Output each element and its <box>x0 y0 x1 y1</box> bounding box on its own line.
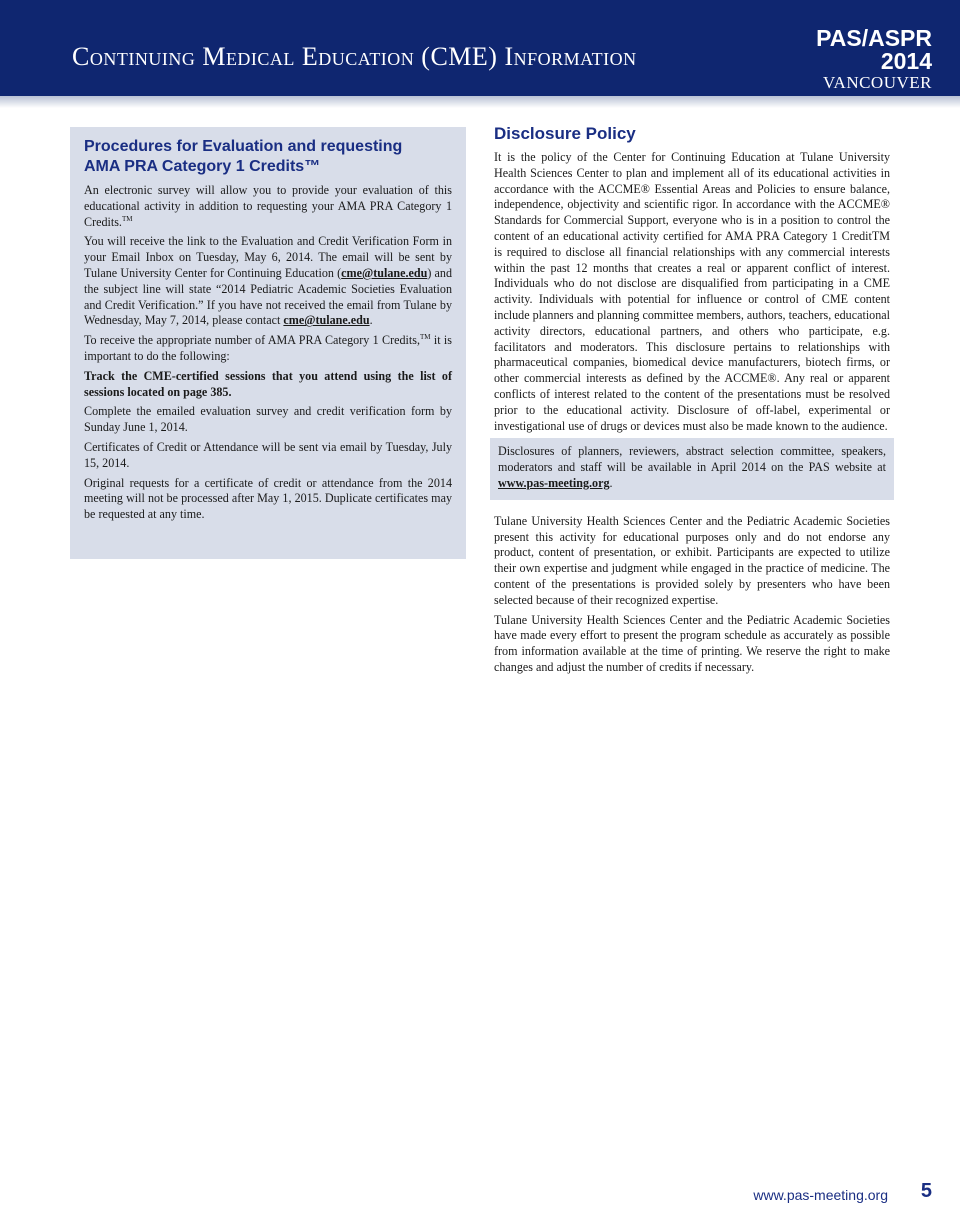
procedures-heading-line1: Procedures for Evaluation and requesting <box>84 138 403 155</box>
disclosure-paragraph-2: Tulane University Health Sciences Center and the Pediatric Academic Societies present this activity for educational purposes only and do not endorse any product, content of presentation, or exhibit. Participants are expected to utilize their own expertise and judgment while engaged in the practice of medicine. The content of the presentations is provided solely by presenters who have been selected because of their recognized expertise. <box>494 513 890 607</box>
procedures-paragraph-6: Certificates of Credit or Attendance will be sent via email by Tuesday, July 15, 2014. <box>84 439 452 470</box>
disclosure-note-end: . <box>609 475 613 490</box>
procedures-heading <box>84 137 452 177</box>
cme-email-contact-link[interactable]: cme@tulane.edu <box>283 313 370 328</box>
procedures-p1-text: An electronic survey will allow you to provide your evaluation of this educational activity in addition to requesting your AMA PRA Category 1 Credits. <box>84 183 452 229</box>
page-header <box>0 0 960 96</box>
disclosure-section <box>494 124 890 680</box>
disclosure-note-pre: Disclosures of planners, reviewers, abstract selection committee, speakers, moderators and staff will be available in April 2014 on the PAS website at <box>498 444 886 475</box>
logo-line-city: VANCOUVER <box>822 73 932 92</box>
procedures-heading-line2: AMA PRA Category 1 Credits™ <box>84 158 321 175</box>
procedures-paragraph-2 <box>84 234 452 329</box>
header-shadow <box>0 96 960 108</box>
procedures-p2-end: . <box>369 313 373 328</box>
pas-website-link[interactable]: www.pas-meeting.org <box>498 475 610 490</box>
disclosure-note-box <box>490 438 894 499</box>
trademark-sup: TM <box>420 333 431 342</box>
procedures-paragraph-7: Original requests for a certificate of credit or attendance from the 2014 meeting will not be processed after May 1, 2015. Duplicate certificates may be requested at any time. <box>84 475 452 522</box>
procedures-p2-pre: You will receive the link to the Evaluation and Credit Verification Form in your Email Inbox on Tuesday, May 6, 2014. The email will be sent by Tulane University Center for Continuing Education ( <box>84 234 452 280</box>
page-title: Continuing Medical Education (CME) Information <box>72 42 637 71</box>
procedures-paragraph-5: Complete the emailed evaluation survey and credit verification form by Sunday June 1, 2014. <box>84 404 452 435</box>
trademark-sup: TM <box>121 214 133 223</box>
event-logo <box>816 27 932 92</box>
procedures-paragraph-4 <box>84 369 452 401</box>
procedures-p3-pre: To receive the appropriate number of AMA PRA Category 1 Credits, <box>84 333 420 348</box>
procedures-paragraph-1 <box>84 183 452 230</box>
footer-url[interactable]: www.pas-meeting.org <box>753 1187 888 1203</box>
procedures-p4-bold: Track the CME-certified sessions that you attend using the list of sessions located on page 385. <box>84 368 452 399</box>
procedures-p2-mid: ) and the subject line will state “2014 Pediatric Academic Societies Evaluation and Credit Verification.” If you have not received the email from Tulane by Wednesday, May 7, 2014, please contact <box>84 265 453 328</box>
page-number: 5 <box>920 1180 932 1202</box>
logo-line-year: 2014 <box>880 48 932 74</box>
disclosure-note <box>498 444 886 491</box>
procedures-p3-post: it is important to do the following: <box>84 333 452 363</box>
disclosure-paragraph-1: It is the policy of the Center for Continuing Education at Tulane University Health Sciences Center to plan and implement all of its educational activities in accordance with the ACCME® Essential Areas and Policies to ensure balance, independence, objectivity and scientific rigor. In accordance with the ACCME® Standards for Commercial Support, everyone who is in a position to control the content of an educational activity certified for AMA PRA Category 1 CreditTM is required to disclose all financial relationships with any commercial interests within the past 12 months that creates a real or apparent conflict of interest. Individuals who do not disclose are disqualified from participating in a CME activity. Individuals with potential for influence or control of CME content include planners and planning committee members, authors, teachers, educational activity directors, educational partners, and others who participate, e.g. facilitators and moderators. This disclosure pertains to relationships with pharmaceutical companies, biomedical device manufacturers, biotech firms, or other commercial interests as defined by the ACCME®. Any real or apparent conflicts of interest related to the content of the presentations must be resolved prior to the educational activity. Disclosure of off-label, experimental or investigational use of drugs or devices must also be made known to the audience. <box>494 150 890 433</box>
disclosure-paragraph-3: Tulane University Health Sciences Center and the Pediatric Academic Societies have made every effort to present the program schedule as accurately as possible from information available at the time of printing. We reserve the right to make changes and adjust the number of credits if necessary. <box>494 612 890 674</box>
procedures-paragraph-3 <box>84 333 452 365</box>
procedures-box <box>70 127 466 559</box>
cme-email-link[interactable]: cme@tulane.edu <box>341 265 428 280</box>
disclosure-heading: Disclosure Policy <box>494 124 636 143</box>
logo-line-pas-aspr: PAS/ASPR <box>816 25 932 51</box>
